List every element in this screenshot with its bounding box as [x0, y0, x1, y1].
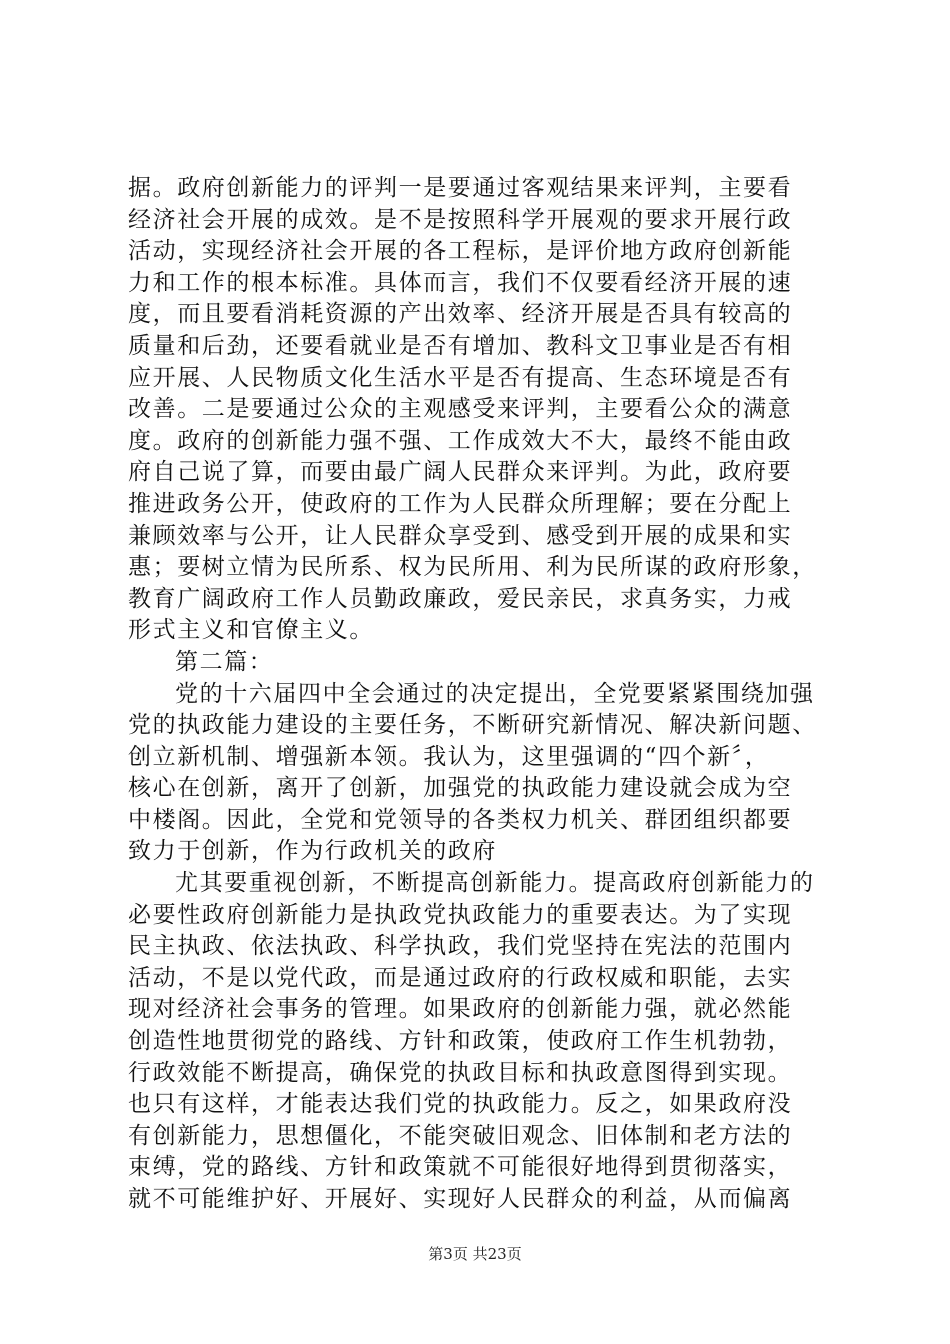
text-line: 行政效能不断提高，确保党的执政目标和执政意图得到实现。: [128, 1059, 793, 1086]
text-line: 度，而且要看消耗资源的产出效率、经济开展是否具有较高的: [128, 301, 793, 328]
text-line: 有创新能力，思想僵化，不能突破旧观念、旧体制和老方法的: [128, 1122, 793, 1149]
text-line: 经济社会开展的成效。是不是按照科学开展观的要求开展行政: [128, 206, 793, 233]
text-line: 束缚，党的路线、方针和政策就不可能很好地得到贯彻落实，: [128, 1154, 793, 1181]
text-line: 惠；要树立情为民所系、权为民所用、利为民所谋的政府形象，: [128, 554, 817, 581]
text-line: 核心在创新，离开了创新，加强党的执政能力建设就会成为空: [128, 775, 793, 802]
text-line: 活动，实现经济社会开展的各工程标，是评价地方政府创新能: [128, 238, 793, 265]
text-line: 教育广阔政府工作人员勤政廉政，爱民亲民，求真务实，力戒: [128, 585, 793, 612]
text-line: 力和工作的根本标准。具体而言，我们不仅要看经济开展的速: [128, 269, 793, 296]
text-line: 推进政务公开，使政府的工作为人民群众所理解；要在分配上: [128, 490, 793, 517]
text-line: 就不可能维护好、开展好、实现好人民群众的利益，从而偏离: [128, 1186, 793, 1212]
section-heading: 第二篇：: [175, 648, 274, 675]
text-line: 府自己说了算，而要由最广阔人民群众来评判。为此，政府要: [128, 459, 793, 486]
text-line: 应开展、人民物质文化生活水平是否有提高、生态环境是否有: [128, 364, 793, 391]
text-line: 中楼阁。因此，全党和党领导的各类权力机关、群团组织都要: [128, 806, 793, 833]
text-line: 形式主义和官僚主义。: [128, 617, 374, 644]
text-line: 兼顾效率与公开，让人民群众享受到、感受到开展的成果和实: [128, 522, 793, 549]
text-line: 党的执政能力建设的主要任务，不断研究新情况、解决新问题、: [128, 712, 817, 739]
text-line: 民主执政、依法执政、科学执政，我们党坚持在宪法的范围内: [128, 933, 793, 960]
text-line: 必要性政府创新能力是执政党执政能力的重要表达。为了实现: [128, 901, 793, 928]
text-line: 质量和后劲，还要看就业是否有增加、教科文卫事业是否有相: [128, 332, 793, 359]
text-line: 创立新机制、增强新本领。我认为，这里强调的“四个新〞，: [128, 743, 770, 770]
text-line: 现对经济社会事务的管理。如果政府的创新能力强，就必然能: [128, 996, 793, 1023]
text-line: 据。政府创新能力的评判一是要通过客观结果来评判，主要看: [128, 175, 793, 201]
text-line: 创造性地贯彻党的路线、方针和政策，使政府工作生机勃勃，: [128, 1028, 793, 1055]
text-line: 活动，不是以党代政，而是通过政府的行政权威和职能，去实: [128, 964, 793, 991]
page-number-footer: 第3页 共23页: [428, 1245, 522, 1263]
text-line: 党的十六届四中全会通过的决定提出，全党要紧紧围绕加强: [175, 680, 815, 707]
text-line: 也只有这样，才能表达我们党的执政能力。反之，如果政府没: [128, 1091, 793, 1118]
text-line: 尤其要重视创新，不断提高创新能力。提高政府创新能力的: [175, 870, 815, 897]
text-line: 改善。二是要通过公众的主观感受来评判，主要看公众的满意: [128, 396, 793, 423]
text-line: 度。政府的创新能力强不强、工作成效大不大，最终不能由政: [128, 427, 793, 454]
text-line: 致力于创新，作为行政机关的政府: [128, 838, 497, 865]
document-body: [128, 173, 828, 1216]
